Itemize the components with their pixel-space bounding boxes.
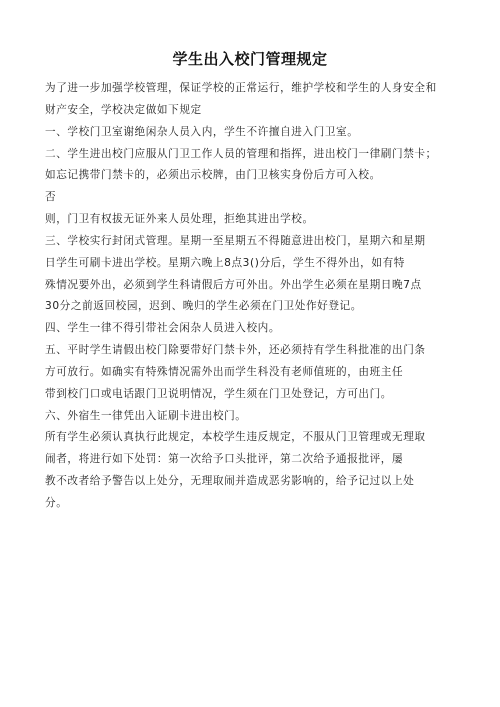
paragraph-line: 如忘记携带门禁卡的，必须出示校牌，由门卫核实身份后方可入校。 <box>45 169 381 181</box>
paragraph-line: 一、学校门卫室谢绝闲杂人员入内，学生不许擅自进入门卫室。 <box>45 126 359 138</box>
paragraph-line: 否 <box>45 191 57 203</box>
paragraph-line: 分。 <box>45 497 68 509</box>
paragraph-line: 所有学生必须认真执行此规定，本校学生违反规定，不服从门卫管理或无理取 <box>45 431 426 443</box>
paragraph-line: 五、平时学生请假出校门除要带好门禁卡外，还必须持有学生科批准的出门条 <box>45 344 426 356</box>
paragraph-line: 殊情况要外出，必须到学生科请假后方可外出。外出学生必须在星期日晚7点 <box>45 279 422 291</box>
paragraph-line: 方可放行。如确实有特殊情况需外出而学生科没有老师值班的，由班主任 <box>45 366 404 378</box>
paragraph-line: 为了进一步加强学校管理，保证学校的正常运行，维护学校和学生的人身安全和 <box>45 82 437 94</box>
paragraph-line: 则，门卫有权拔无证外来人员处理，拒绝其进出学校。 <box>45 213 314 225</box>
paragraph-line: 财产安全，学校决定做如下规定 <box>45 104 202 116</box>
paragraph-line: 日学生可刷卡进出学校。星期六晚上8点3()分后，学生不得外出，如有特 <box>45 257 405 269</box>
document-title: 学生出入校门管理规定 <box>172 50 328 68</box>
paragraph-line: 闹者，将进行如下处罚：第一次给予口头批评，第二次给予通报批评，屡 <box>45 453 404 465</box>
paragraph-line: 三、学校实行封闭式管理。星期一至星期五不得随意进出校门，星期六和星期 <box>45 235 426 247</box>
paragraph-line: 带到校门口或电话跟门卫说明情况，学生须在门卫处登记，方可出门。 <box>45 388 393 400</box>
paragraph-line: 30分之前返回校园，迟到、晚归的学生必须在门卫处作好登记。 <box>45 300 362 312</box>
paragraph-line: 二、学生进出校门应服从门卫工作人员的管理和指挥，进出校门一律刷门禁卡； <box>45 148 437 160</box>
paragraph-line: 四、学生一律不得引带社会闲杂人员进入校内。 <box>45 322 281 334</box>
paragraph-line: 六、外宿生一律凭出入证刷卡进出校门。 <box>45 410 247 422</box>
paragraph-line: 教不改者给予警告以上处分，无理取闹并造成恶劣影响的，给予记过以上处 <box>45 475 415 487</box>
